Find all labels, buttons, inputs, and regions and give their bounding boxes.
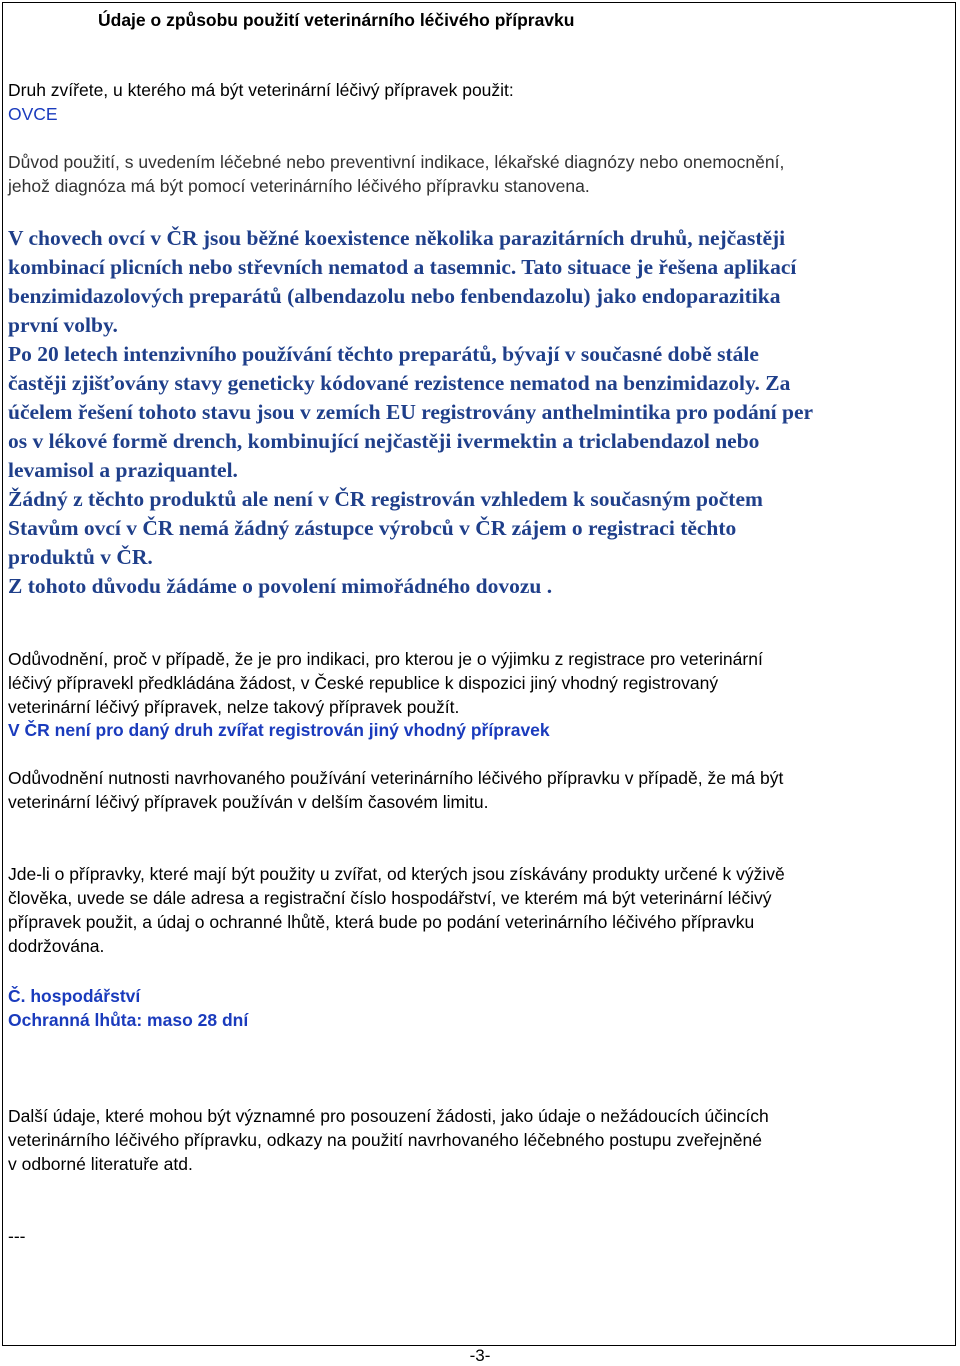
withdrawal-period: Ochranná lhůta: maso 28 dní (8, 1010, 249, 1030)
page-title: Údaje o způsobu použití veterinárního léčivého přípravku (98, 10, 575, 30)
page-number: -3- (469, 1346, 491, 1365)
justification-answer: V ČR není pro daný druh zvířat registrován jiný vhodný přípravek (8, 720, 550, 740)
other-answer: --- (8, 1226, 26, 1246)
species-answer: OVCE (8, 104, 58, 124)
farm-number-label: Č. hospodářství (8, 986, 141, 1006)
species-question: Druh zvířete, u kterého má být veterinární léčivý přípravek použit: (8, 80, 514, 100)
reason-question: Důvod použití, s uvedením léčebné nebo preventivní indikace, lékařské diagnózy nebo onemocnění, jehož diagnóza má být pomocí veterinárního léčivého přípravku stanovena. (8, 152, 785, 196)
reason-answer: V chovech ovcí v ČR jsou běžné koexistence několika parazitárních druhů, nejčastěji kombinací plicních nebo střevních nematod a tasemnic. Tato situace je řešena aplikací benzimidazolových preparátů (albendazolu nebo fenbendazolu) jako endoparazitika první volby. Po 20 letech intenzivního používání těchto preparátů, bývají v současné době stále častěji zjišťovány stavy geneticky kódované rezistence nematod na benzimidazoly. Za účelem řešení tohoto stavu jsou v zemích EU registrovány anthelmintika pro podání per os v lékové formě drench, kombinující nejčastěji ivermektin a triclabendazol nebo levamisol a praziquantel. Žádný z těchto produktů ale není v ČR registrován vzhledem k současným počtem Stavům ovcí v ČR nemá žádný zástupce výrobců v ČR zájem o registraci těchto produktů v ČR. Z tohoto důvodu žádáme o povolení mimořádného dovozu . (8, 226, 814, 598)
justification-question: Odůvodnění, proč v případě, že je pro indikaci, pro kterou je o výjimku z registrace pro veterinární léčivý přípravekl předkládána žádost, v České republice k dispozici jiný vhodný registrovaný veterinární léčivý přípravek, nelze takový přípravek použít. (8, 649, 763, 717)
food-animals-question: Jde-li o přípravky, které mají být použity u zvířat, od kterých jsou získávány produkty určené k výživě člověka, uvede se dále adresa a registrační číslo hospodářství, ve kterém má být veterinární léčivý přípravek použit, a údaj o ochranné lhůtě, která bude po podání veterinárního léčivého přípravku dodržována. (8, 864, 785, 956)
long-term-question: Odůvodnění nutnosti navrhovaného používání veterinárního léčivého přípravku v případě, že má být veterinární léčivý přípravek používán v delším časovém limitu. (8, 768, 784, 812)
other-question: Další údaje, které mohou být významné pro posouzení žádosti, jako údaje o nežádoucích účincích veterinárního léčivého přípravku, odkazy na použití navrhovaného léčebného postupu zveřejněné v odborné literatuře atd. (8, 1106, 769, 1174)
